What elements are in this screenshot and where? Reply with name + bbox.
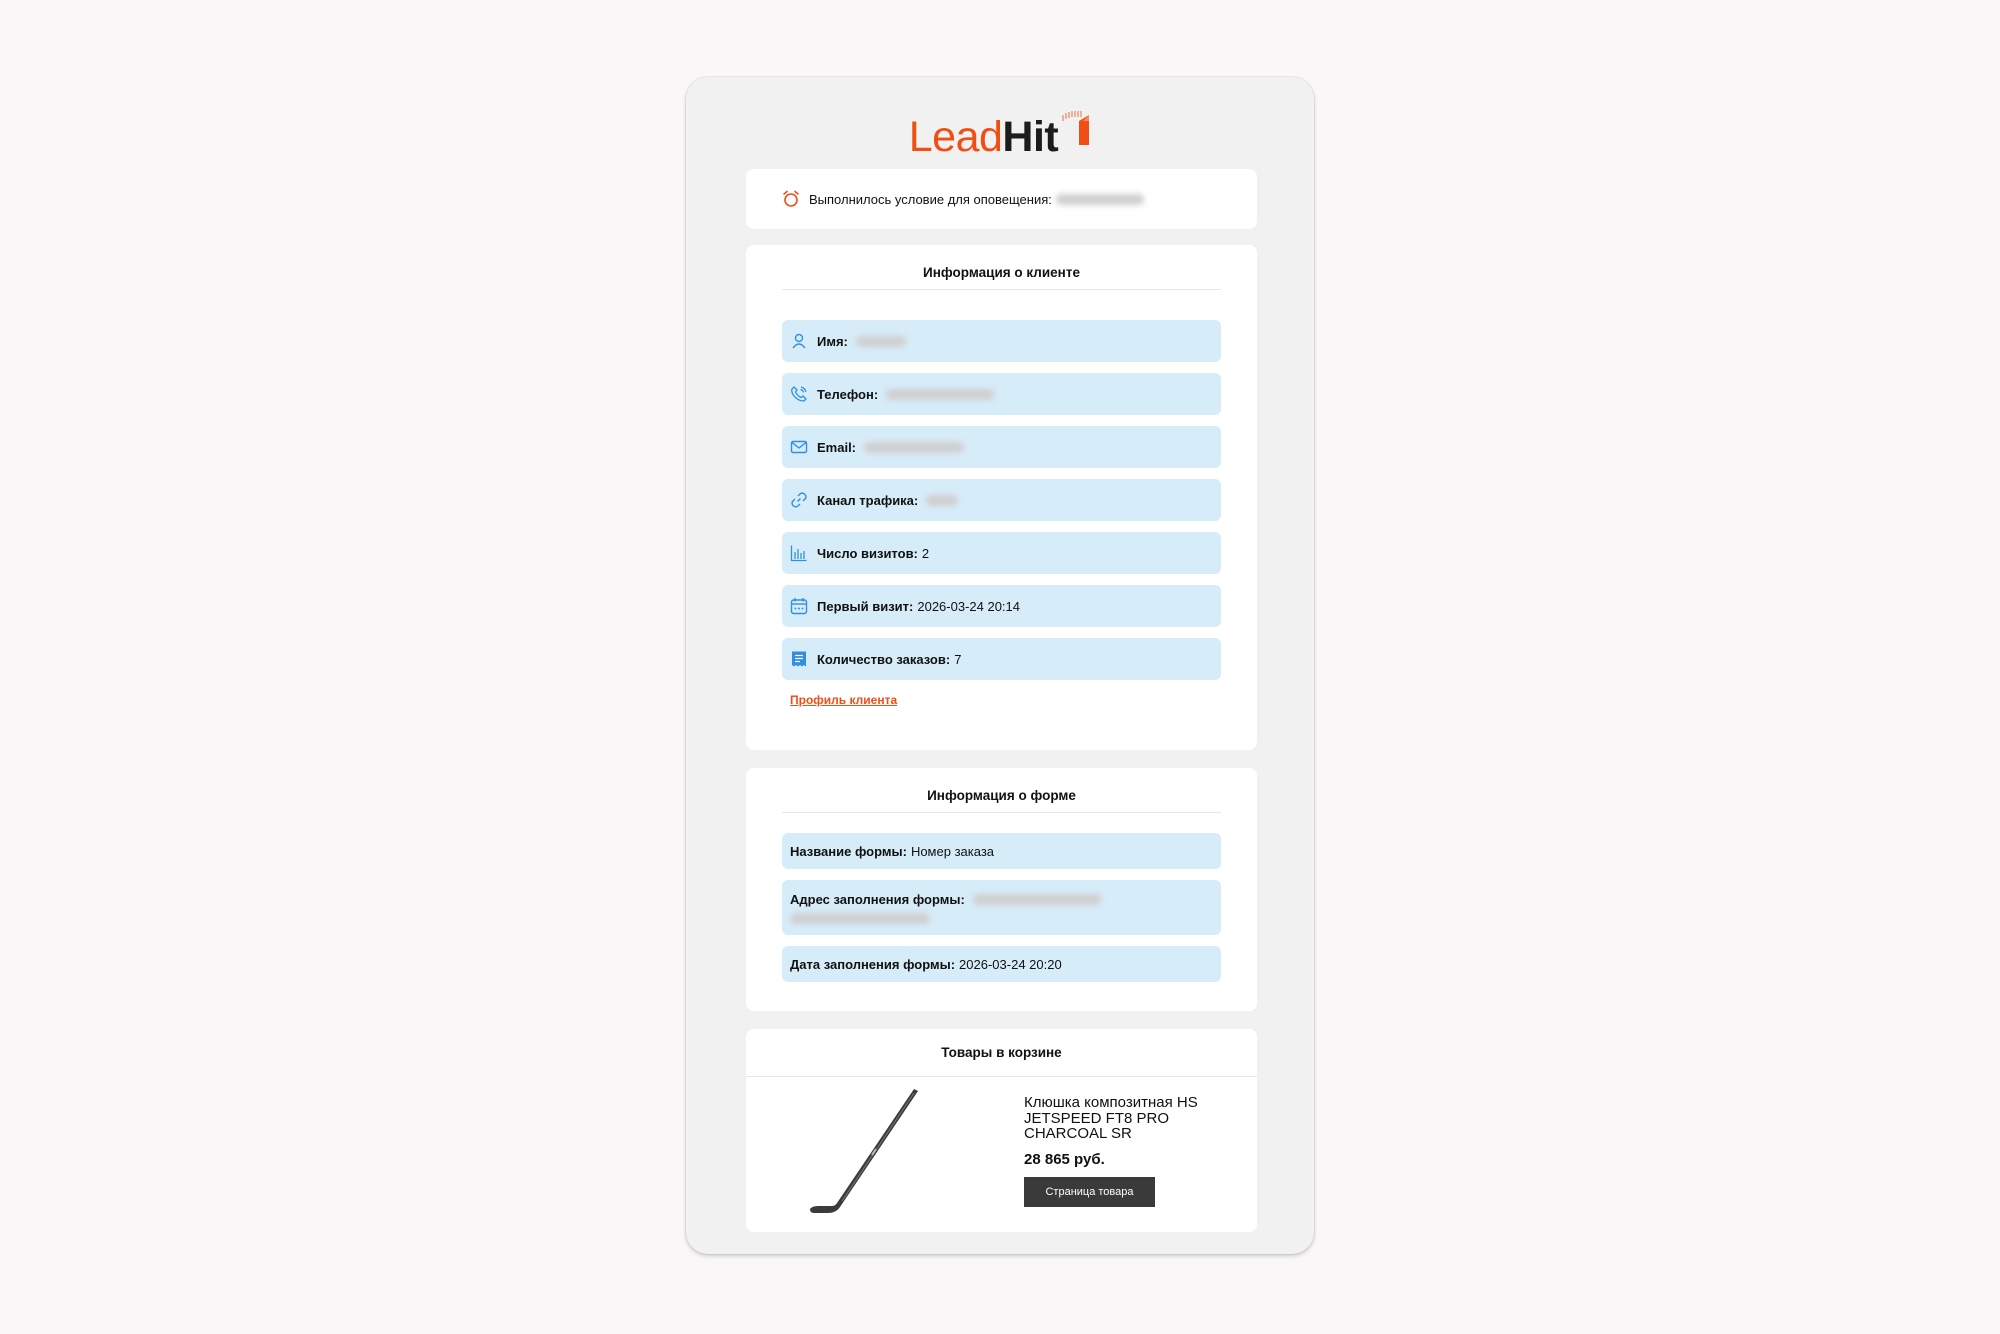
redacted-value: [856, 336, 906, 347]
client-visits-label: Число визитов:: [817, 545, 918, 561]
cart-title: Товары в корзине: [941, 1045, 1062, 1060]
form-row-address: [782, 880, 1221, 935]
alert-text: Выполнилось условие для оповещения:: [809, 191, 1052, 207]
client-row-name: [782, 320, 1221, 362]
chart-icon: [790, 544, 808, 562]
client-profile-link[interactable]: Профиль клиента: [790, 693, 898, 707]
orders-icon: [790, 650, 808, 668]
alarm-icon: [782, 190, 800, 208]
client-orders-value: 7: [954, 651, 962, 667]
phone-icon: [790, 385, 808, 403]
redacted-value: [886, 389, 994, 400]
form-address-label: Адрес заполнения формы:: [790, 891, 965, 907]
cart-product: [746, 1077, 1257, 1232]
logo-lead-text: Lead: [908, 113, 1003, 161]
client-row-email: [782, 426, 1221, 468]
client-row-visits: [782, 532, 1221, 574]
client-info-title: Информация о клиенте: [923, 265, 1080, 280]
form-name-value: Номер заказа: [910, 843, 995, 859]
form-info-title: Информация о форме: [927, 788, 1076, 803]
logo-mark-icon: [1059, 111, 1091, 151]
client-row-phone: [782, 373, 1221, 415]
client-first-visit-label: Первый визит:: [817, 598, 914, 614]
redacted-value: [864, 442, 964, 453]
redacted-value: [926, 495, 958, 506]
user-icon: [790, 332, 808, 350]
form-name-label: Название формы:: [790, 843, 907, 859]
client-row-traffic: [782, 479, 1221, 521]
form-date-value: 2026-03-24 20:20: [959, 956, 1062, 972]
client-traffic-label: Канал трафика:: [817, 492, 919, 508]
redacted-value: [790, 913, 930, 924]
product-price: 28 865 руб.: [1024, 1150, 1105, 1168]
leadhit-logo: [686, 103, 1314, 159]
client-phone-label: Телефон:: [817, 386, 879, 402]
client-visits-value: 2: [921, 545, 930, 561]
form-date-label: Дата заполнения формы:: [790, 956, 956, 972]
calendar-icon: [790, 597, 808, 615]
client-info-card: [746, 245, 1257, 750]
client-name-label: Имя:: [817, 333, 848, 349]
product-page-button[interactable]: Страница товара: [1024, 1177, 1155, 1207]
product-image-hockey-stick[interactable]: [806, 1087, 926, 1217]
product-name: Клюшка композитная HS JETSPEED FT8 PRO CHARCOAL SR: [1024, 1094, 1198, 1142]
form-row-date: [782, 946, 1221, 982]
client-row-first-visit: [782, 585, 1221, 627]
logo-hit-text: Hit: [1002, 113, 1059, 161]
cart-card: [746, 1029, 1257, 1232]
link-icon: [790, 491, 808, 509]
alert-card: [746, 169, 1257, 229]
redacted-value: [973, 894, 1101, 905]
mail-icon: [790, 438, 808, 456]
form-info-card: [746, 768, 1257, 1011]
email-frame: [686, 77, 1314, 1254]
client-row-orders: [782, 638, 1221, 680]
form-row-name: [782, 833, 1221, 869]
client-orders-label: Количество заказов:: [817, 651, 951, 667]
client-email-label: Email:: [817, 439, 857, 455]
client-first-visit-value: 2026-03-24 20:14: [917, 598, 1021, 614]
redacted-value: [1056, 194, 1144, 205]
